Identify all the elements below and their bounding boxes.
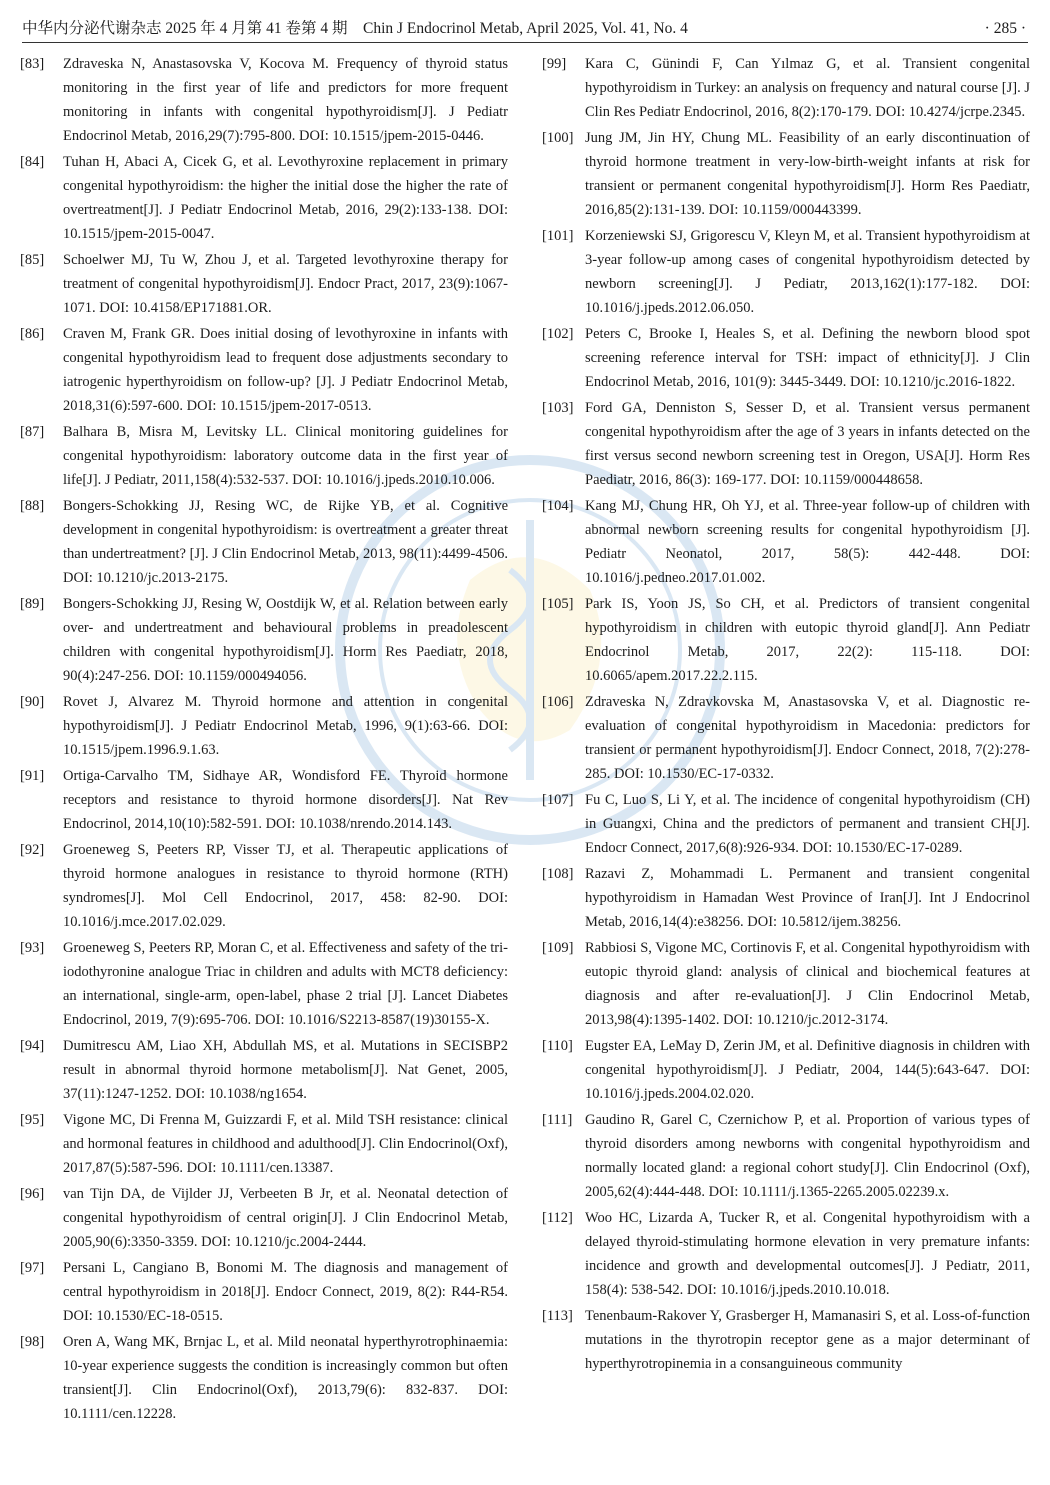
reference-entry bbox=[20, 322, 508, 418]
reference-number: [107] bbox=[542, 792, 574, 808]
reference-number: [109] bbox=[542, 940, 574, 956]
reference-entry bbox=[542, 224, 1030, 320]
reference-text: Oren A, Wang MK, Brnjac L, et al. Mild neonatal hyperthyrotrophinaemia: 10-year experience suggests the condition is increasingly common but often transient[J]. Clin Endocrinol(Oxf), 2013,79(6): 832-837. DOI: 10.1111/cen.12228. bbox=[63, 1334, 508, 1422]
reference-text: Rabbiosi S, Vigone MC, Cortinovis F, et al. Congenital hypothyroidism with eutopic thyroid gland: analysis of clinical and biochemical features at diagnosis and after re-evaluation[J]. J Clin Endocrinol Metab, 2013,98(4):1395-1402. DOI: 10.1210/jc.2012-3174. bbox=[585, 940, 1030, 1028]
reference-text: Kang MJ, Chung HR, Oh YJ, et al. Three-year follow-up of children with abnormal newborn screening results for congenital hypothyroidism [J]. Pediatr Neonatol, 2017, 58(5): 442-448. DOI: 10.1016/j.pedneo.2017.01.002. bbox=[585, 498, 1030, 586]
reference-number: [103] bbox=[542, 400, 574, 416]
reference-number: [89] bbox=[20, 596, 45, 612]
reference-entry bbox=[20, 690, 508, 762]
reference-entry bbox=[20, 248, 508, 320]
reference-entry bbox=[542, 1304, 1030, 1376]
reference-entry bbox=[542, 862, 1030, 934]
running-header bbox=[22, 18, 1028, 43]
reference-number: [98] bbox=[20, 1334, 45, 1350]
reference-number: [102] bbox=[542, 326, 574, 342]
reference-entry bbox=[542, 936, 1030, 1032]
reference-number: [83] bbox=[20, 56, 45, 72]
reference-number: [96] bbox=[20, 1186, 45, 1202]
reference-text: Kara C, Günindi F, Can Yılmaz G, et al. Transient congenital hypothyroidism in Turkey: an analysis on frequency and natural course [J]. J Clin Res Pediatr Endocrinol, 2016, 8(2):170-179. DOI: 10.4274/jcrpe.2345. bbox=[585, 56, 1030, 120]
reference-entry bbox=[20, 764, 508, 836]
reference-number: [90] bbox=[20, 694, 45, 710]
reference-number: [93] bbox=[20, 940, 45, 956]
reference-entry bbox=[20, 150, 508, 246]
reference-entry bbox=[542, 1108, 1030, 1204]
reference-entry bbox=[20, 52, 508, 148]
reference-number: [105] bbox=[542, 596, 574, 612]
reference-number: [113] bbox=[542, 1308, 573, 1324]
reference-number: [85] bbox=[20, 252, 45, 268]
reference-text: Rovet J, Alvarez M. Thyroid hormone and attention in congenital hypothyroidism[J]. J Pediatr Endocrinol Metab, 1996, 9(1):63-66. DOI: 10.1515/jpem.1996.9.1.63. bbox=[63, 694, 508, 758]
reference-number: [92] bbox=[20, 842, 45, 858]
reference-number: [84] bbox=[20, 154, 45, 170]
reference-entry bbox=[20, 936, 508, 1032]
reference-number: [87] bbox=[20, 424, 45, 440]
reference-entry bbox=[20, 1330, 508, 1426]
reference-text: Eugster EA, LeMay D, Zerin JM, et al. Definitive diagnosis in children with congenital hypothyroidism[J]. J Pediatr, 2004, 144(5):643-647. DOI: 10.1016/j.jpeds.2004.02.020. bbox=[585, 1038, 1030, 1102]
reference-entry bbox=[20, 838, 508, 934]
reference-number: [100] bbox=[542, 130, 574, 146]
reference-text: Fu C, Luo S, Li Y, et al. The incidence of congenital hypothyroidism (CH) in Guangxi, China and the predictors of permanent and transient CH[J]. Endocr Connect, 2017,6(8):926-934. DOI: 10.1530/EC-17-0289. bbox=[585, 792, 1030, 856]
reference-entry bbox=[542, 690, 1030, 786]
reference-text: Ortiga-Carvalho TM, Sidhaye AR, Wondisford FE. Thyroid hormone receptors and resistance to thyroid hormone disorders[J]. Nat Rev Endocrinol, 2014,10(10):582-591. DOI: 10.1038/nrendo.2014.143. bbox=[63, 768, 508, 832]
reference-entry bbox=[20, 592, 508, 688]
reference-text: Schoelwer MJ, Tu W, Zhou J, et al. Targeted levothyroxine therapy for treatment of congenital hypothyroidism[J]. Endocr Pract, 2017, 23(9):1067-1071. DOI: 10.4158/EP171881.OR. bbox=[63, 252, 508, 316]
reference-number: [104] bbox=[542, 498, 574, 514]
reference-entry bbox=[542, 396, 1030, 492]
reference-entry bbox=[542, 1034, 1030, 1106]
reference-text: Razavi Z, Mohammadi L. Permanent and transient congenital hypothyroidism in Hamadan West Province of Iran[J]. Int J Endocrinol Metab, 2016,14(4):e38256. DOI: 10.5812/ijem.38256. bbox=[585, 866, 1030, 930]
reference-text: Peters C, Brooke I, Heales S, et al. Defining the newborn blood spot screening reference interval for TSH: impact of ethnicity[J]. J Clin Endocrinol Metab, 2016, 101(9): 3445-3449. DOI: 10.1210/jc.2016-1822. bbox=[585, 326, 1030, 390]
reference-text: Tenenbaum-Rakover Y, Grasberger H, Mamanasiri S, et al. Loss-of-function mutations in the thyrotropin receptor gene as a major determinant of hyperthyrotropinemia in a consanguineous community bbox=[585, 1308, 1030, 1372]
reference-entry bbox=[20, 494, 508, 590]
reference-text: Jung JM, Jin HY, Chung ML. Feasibility of an early discontinuation of thyroid hormone treatment in very-low-birth-weight infants at risk for transient or permanent congenital hypothyroidism[J]. Horm Res Paediatr, 2016,85(2):131-139. DOI: 10.1159/000443399. bbox=[585, 130, 1030, 218]
reference-number: [111] bbox=[542, 1112, 573, 1128]
reference-entry bbox=[542, 322, 1030, 394]
reference-entry bbox=[542, 494, 1030, 590]
reference-text: Dumitrescu AM, Liao XH, Abdullah MS, et al. Mutations in SECISBP2 result in abnormal thyroid hormone metabolism[J]. Nat Genet, 2005, 37(11):1247-1252. DOI: 10.1038/ng1654. bbox=[63, 1038, 508, 1102]
reference-entry bbox=[542, 592, 1030, 688]
reference-entry bbox=[20, 1256, 508, 1328]
reference-text: Tuhan H, Abaci A, Cicek G, et al. Levothyroxine replacement in primary congenital hypothyroidism: the higher the initial dose the higher the rate of overtreatment[J]. J Pediatr Endocrinol Metab, 2016, 29(2):133-138. DOI: 10.1515/jpem-2015-0047. bbox=[63, 154, 508, 242]
reference-number: [97] bbox=[20, 1260, 45, 1276]
reference-entry bbox=[20, 420, 508, 492]
reference-text: Craven M, Frank GR. Does initial dosing of levothyroxine in infants with congenital hypothyroidism lead to frequent dose adjustments secondary to iatrogenic hyperthyroidism on follow-up? [J]. J Pediatr Endocrinol Metab, 2018,31(6):597-600. DOI: 10.1515/jpem-2017-0513. bbox=[63, 326, 508, 414]
reference-entry bbox=[20, 1182, 508, 1254]
reference-text: Park IS, Yoon JS, So CH, et al. Predictors of transient congenital hypothyroidism in children with eutopic thyroid gland[J]. Ann Pediatr Endocrinol Metab, 2017, 22(2): 115-118. DOI: 10.6065/apem.2017.22.2.115. bbox=[585, 596, 1030, 684]
reference-entry bbox=[542, 126, 1030, 222]
reference-number: [106] bbox=[542, 694, 574, 710]
reference-text: van Tijn DA, de Vijlder JJ, Verbeeten B Jr, et al. Neonatal detection of congenital hypothyroidism of central origin[J]. J Clin Endocrinol Metab, 2005,90(6):3350-3359. DOI: 10.1210/jc.2004-2444. bbox=[63, 1186, 508, 1250]
reference-text: Persani L, Cangiano B, Bonomi M. The diagnosis and management of central hypothyroidism in 2018[J]. Endocr Connect, 2019, 8(2): R44-R54. DOI: 10.1530/EC-18-0515. bbox=[63, 1260, 508, 1324]
reference-number: [108] bbox=[542, 866, 574, 882]
reference-text: Balhara B, Misra M, Levitsky LL. Clinical monitoring guidelines for congenital hypothyroidism: laboratory outcome data in the first year of life[J]. J Pediatr, 2011,158(4):532-537. DOI: 10.1016/j.jpeds.2010.10.006. bbox=[63, 424, 508, 488]
reference-text: Korzeniewski SJ, Grigorescu V, Kleyn M, et al. Transient hypothyroidism at 3-year follow-up among cases of congenital hypothyroidism detected by newborn screening[J]. J Pediatr, 2013,162(1):177-182. DOI: 10.1016/j.jpeds.2012.06.050. bbox=[585, 228, 1030, 316]
reference-text: Ford GA, Denniston S, Sesser D, et al. Transient versus permanent congenital hypothyroidism after the age of 3 years in infants detected on the first versus second newborn screening test in Oregon, USA[J]. Horm Res Paediatr, 2016, 86(3): 169-177. DOI: 10.1159/000448658. bbox=[585, 400, 1030, 488]
reference-number: [88] bbox=[20, 498, 45, 514]
reference-entry bbox=[542, 52, 1030, 124]
reference-text: Gaudino R, Garel C, Czernichow P, et al. Proportion of various types of thyroid disorders among newborns with congenital hypothyroidism and normally located gland: a regional cohort study[J]. Clin Endocrinol (Oxf), 2005,62(4):444-448. DOI: 10.1111/j.1365-2265.2005.02239.x. bbox=[585, 1112, 1030, 1200]
reference-number: [99] bbox=[542, 56, 567, 72]
reference-entry bbox=[542, 1206, 1030, 1302]
reference-number: [91] bbox=[20, 768, 45, 784]
reference-number: [94] bbox=[20, 1038, 45, 1054]
reference-text: Groeneweg S, Peeters RP, Moran C, et al. Effectiveness and safety of the tri-iodothyronine analogue Triac in children and adults with MCT8 deficiency: an international, single-arm, open-label, phase 2 trial [J]. Lancet Diabetes Endocrinol, 2019, 7(9):695-706. DOI: 10.1016/S2213-8587(19)30155-X. bbox=[63, 940, 508, 1028]
reference-text: Vigone MC, Di Frenna M, Guizzardi F, et al. Mild TSH resistance: clinical and hormonal features in childhood and adulthood[J]. Clin Endocrinol(Oxf), 2017,87(5):587-596. DOI: 10.1111/cen.13387. bbox=[63, 1112, 508, 1176]
reference-number: [110] bbox=[542, 1038, 573, 1054]
reference-text: Zdraveska N, Anastasovska V, Kocova M. Frequency of thyroid status monitoring in the first year of life and predictors for more frequent monitoring in infants with congenital hypothyroidism[J]. J Pediatr Endocrinol Metab, 2016,29(7):795-800. DOI: 10.1515/jpem-2015-0446. bbox=[63, 56, 508, 144]
reference-column-left bbox=[20, 52, 508, 1428]
reference-column-right bbox=[542, 52, 1030, 1378]
reference-number: [101] bbox=[542, 228, 574, 244]
reference-text: Groeneweg S, Peeters RP, Visser TJ, et al. Therapeutic applications of thyroid hormone analogues in resistance to thyroid hormone (RTH) syndromes[J]. Mol Cell Endocrinol, 2017, 458: 82-90. DOI: 10.1016/j.mce.2017.02.029. bbox=[63, 842, 508, 930]
reference-entry bbox=[542, 788, 1030, 860]
reference-number: [95] bbox=[20, 1112, 45, 1128]
reference-entry bbox=[20, 1034, 508, 1106]
journal-citation-line: 中华内分泌代谢杂志 2025 年 4 月第 41 卷第 4 期 Chin J Endocrinol Metab, April 2025, Vol. 41, No. 4 bbox=[22, 20, 688, 37]
reference-text: Bongers-Schokking JJ, Resing W, Oostdijk W, et al. Relation between early over- and undertreatment and behavioural problems in preadolescent children with congenital hypothyroidism[J]. Horm Res Paediatr, 2018, 90(4):247-256. DOI: 10.1159/000494056. bbox=[63, 596, 508, 684]
reference-text: Zdraveska N, Zdravkovska M, Anastasovska V, et al. Diagnostic re-evaluation of congenital hypothyroidism in Macedonia: predictors for transient or permanent hypothyroidism[J]. Endocr Connect, 2018, 7(2):278-285. DOI: 10.1530/EC-17-0332. bbox=[585, 694, 1030, 782]
reference-number: [112] bbox=[542, 1210, 573, 1226]
reference-number: [86] bbox=[20, 326, 45, 342]
reference-text: Woo HC, Lizarda A, Tucker R, et al. Congenital hypothyroidism with a delayed thyroid-stimulating hormone elevation in very premature infants: incidence and growth and developmental outcomes[J]. J Pediatr, 2011, 158(4): 538-542. DOI: 10.1016/j.jpeds.2010.10.018. bbox=[585, 1210, 1030, 1298]
page-number: · 285 · bbox=[984, 20, 1026, 37]
reference-entry bbox=[20, 1108, 508, 1180]
reference-text: Bongers-Schokking JJ, Resing WC, de Rijke YB, et al. Cognitive development in congenital hypothyroidism: is overtreatment a greater threat than undertreatment? [J]. J Clin Endocrinol Metab, 2013, 98(11):4499-4506. DOI: 10.1210/jc.2013-2175. bbox=[63, 498, 508, 586]
